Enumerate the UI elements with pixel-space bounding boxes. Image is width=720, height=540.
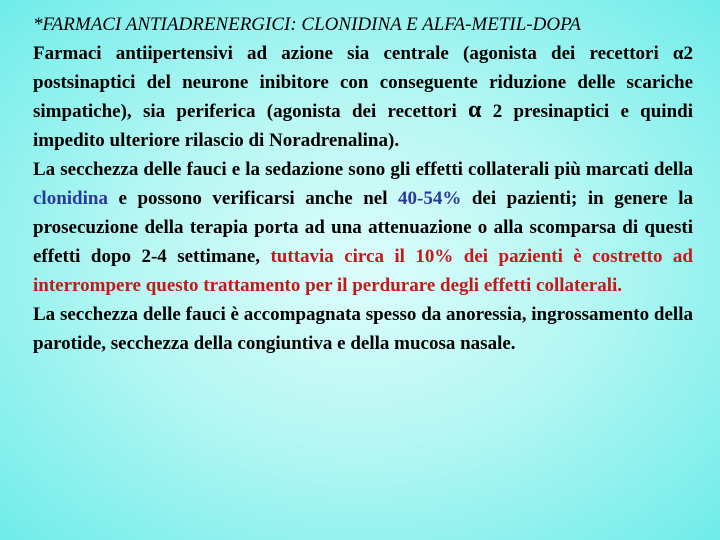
alpha-symbol: α (468, 97, 482, 123)
side-effects-text-2: e possono verificarsi anche nel (107, 188, 399, 209)
slide-title: *FARMACI ANTIADRENERGICI: CLONIDINA E ALFA-METIL-DOPA (33, 14, 581, 35)
side-effects-text-3: dei pazienti; in genere la prosecuzione della terapia porta ad una attenuazione o alla scomparsa di questi effetti dopo 2-4 settimane, (33, 188, 693, 267)
side-effects-text-1: La secchezza delle fauci e la sedazione sono gli effetti collaterali più marcati della (33, 159, 693, 180)
drug-name: clonidina (33, 188, 108, 209)
mechanism-text-1: Farmaci antiipertensivi ad azione sia centrale (agonista dei recettori α2 postsinaptici del neurone inibitore con conseguente riduzione delle scariche simpatiche), sia periferica (agonista dei recettori (33, 43, 693, 122)
paragraph-mechanism (33, 39, 693, 155)
mechanism-text-2: 2 presinaptici e quindi impedito ulteriore rilascio di Noradrenalina). (33, 101, 693, 151)
paragraph-side-effects (33, 155, 693, 300)
paragraph-dry-mouth: La secchezza delle fauci è accompagnata spesso da anoressia, ingrossamento della parotide, secchezza della congiuntiva e della mucosa nasale. (33, 304, 693, 354)
discontinuation-warning: tuttavia circa il 10% dei pazienti è costretto ad interrompere questo trattamento per il perdurare degli effetti collaterali. (33, 246, 693, 296)
percentage-range: 40-54% (398, 188, 462, 209)
